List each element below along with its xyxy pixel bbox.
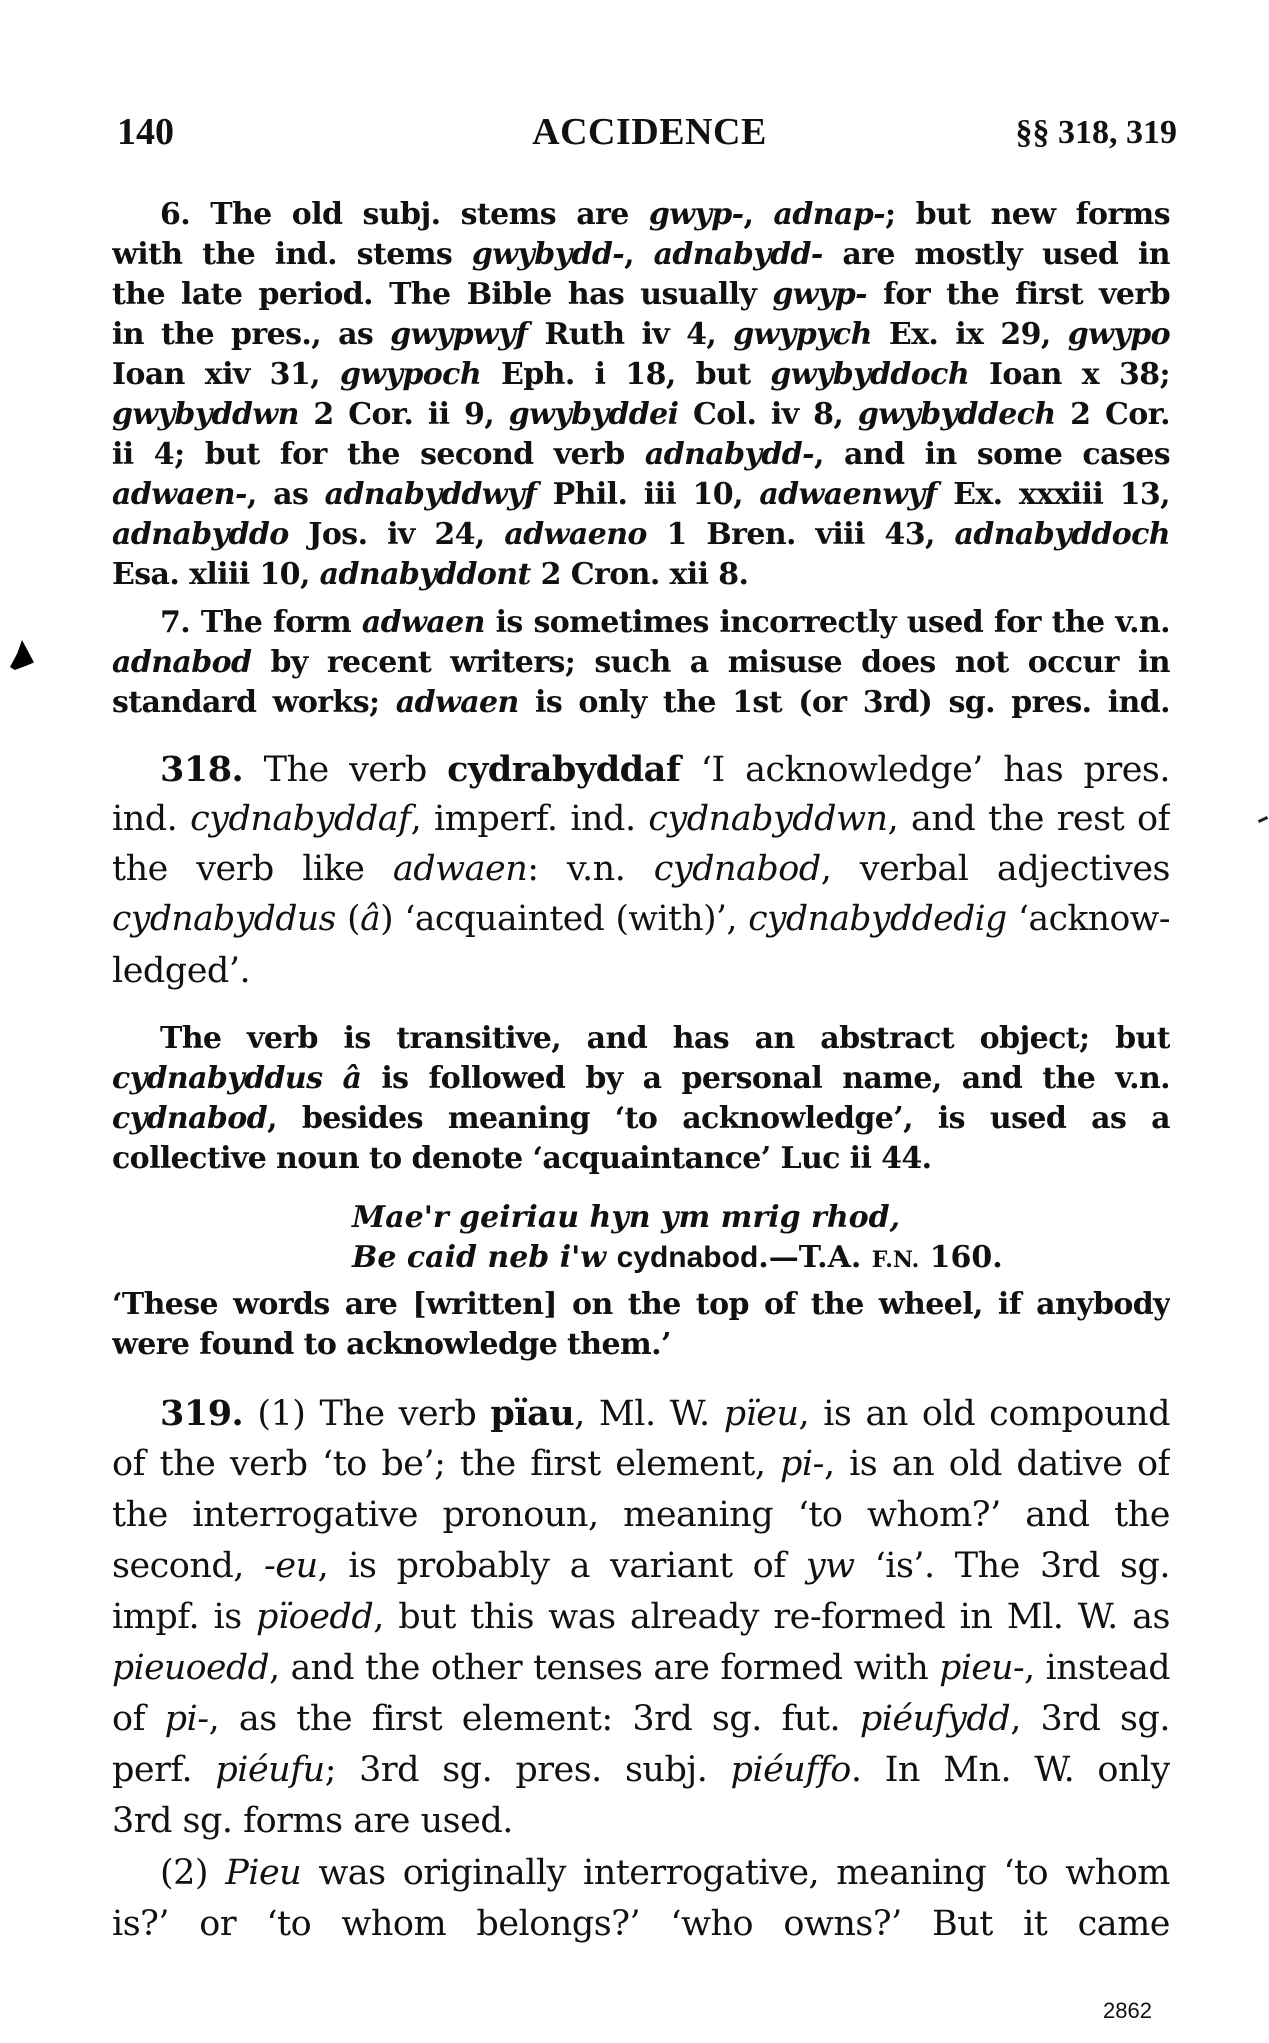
text-line: adwaen-, as adnabyddwyf Phil. iii 10, adwaenwyf Ex. xxxiii 13, bbox=[112, 480, 1170, 512]
text-line: the interrogative pronoun, meaning ‘to whom?’ and the bbox=[112, 1498, 1170, 1535]
text-line: standard works; adwaen is only the 1st (or 3rd) sg. pres. ind. bbox=[112, 688, 1170, 720]
page-number: 140 bbox=[117, 111, 174, 153]
text-line: ledged’. bbox=[112, 954, 251, 991]
poem-line: Mae'r geiriau hyn ym mrig rhod, bbox=[352, 1200, 901, 1235]
text-line: in the pres., as gwypwyf Ruth iv 4, gwypych Ex. ix 29, gwypo bbox=[112, 320, 1170, 352]
text-line: adnabod by recent writers; such a misuse does not occur in bbox=[112, 648, 1170, 680]
text-line: of pi-, as the first element: 3rd sg. fut. piéufydd, 3rd sg. bbox=[112, 1702, 1170, 1739]
text-line: is?’ or ‘to whom belongs?’ ‘who owns?’ But it came bbox=[112, 1907, 1170, 1944]
text-line: were found to acknowledge them.’ bbox=[112, 1330, 671, 1362]
margin-dash-mark bbox=[1258, 816, 1268, 823]
text-line: ind. cydnabyddaf, imperf. ind. cydnabyddwn, and the rest of bbox=[112, 802, 1170, 839]
text-line: 318. The verb cydrabyddaf ‘I acknowledge’ has pres. bbox=[160, 752, 1170, 794]
text-line: of the verb ‘to be’; the first element, pi-, is an old dative of bbox=[112, 1447, 1170, 1484]
section-number: 319. bbox=[160, 1396, 244, 1434]
text-line: cydnabyddus (â) ‘acquainted (with)’, cydnabyddedig ‘acknow- bbox=[112, 902, 1170, 939]
text-line: pieuoedd, and the other tenses are formed with pieu-, instead bbox=[112, 1651, 1170, 1688]
margin-ink-mark bbox=[10, 640, 34, 670]
text-line: gwybyddwn 2 Cor. ii 9, gwybyddei Col. iv 8, gwybyddech 2 Cor. bbox=[112, 400, 1170, 432]
text-line: adnabyddo Jos. iv 24, adwaeno 1 Bren. viii 43, adnabyddoch bbox=[112, 520, 1170, 552]
text-line: collective noun to denote ‘acquaintance’ Luc ii 44. bbox=[112, 1144, 932, 1176]
text-line: second, -eu, is probably a variant of yw ‘is’. The 3rd sg. bbox=[112, 1549, 1170, 1586]
text-line: the late period. The Bible has usually gwyp- for the first verb bbox=[112, 280, 1170, 312]
running-title: ACCIDENCE bbox=[532, 111, 767, 153]
text-line: 7. The form adwaen is sometimes incorrectly used for the v.n. bbox=[160, 608, 1170, 640]
text-line: the verb like adwaen: v.n. cydnabod, verbal adjectives bbox=[112, 852, 1170, 889]
text-line: 3rd sg. forms are used. bbox=[112, 1804, 513, 1841]
text-line: Ioan xiv 31, gwypoch Eph. i 18, but gwybyddoch Ioan x 38; bbox=[112, 360, 1170, 392]
headword: cydrabyddaf bbox=[447, 752, 681, 790]
text-line: Esa. xliii 10, adnabyddont 2 Cron. xii 8. bbox=[112, 560, 749, 592]
text-line: impf. is pïoedd, but this was already re-formed in Ml. W. as bbox=[112, 1600, 1170, 1637]
text-line: ii 4; but for the second verb adnabydd-, and in some cases bbox=[112, 440, 1170, 472]
text-line: ‘These words are [written] on the top of the wheel, if anybody bbox=[112, 1290, 1170, 1322]
text-line: 6. The old subj. stems are gwyp-, adnap-; but new forms bbox=[160, 200, 1170, 232]
text-line: The verb is transitive, and has an abstract object; but bbox=[160, 1024, 1170, 1056]
headword: pïau bbox=[490, 1396, 575, 1434]
text-line: with the ind. stems gwybydd-, adnabydd- are mostly used in bbox=[112, 240, 1170, 272]
text-line: cydnabyddus â is followed by a personal name, and the v.n. bbox=[112, 1064, 1170, 1096]
poem-line: Be caid neb i'w cydnabod.—T.A. F.N. 160. bbox=[352, 1240, 1003, 1275]
text-line: cydnabod, besides meaning ‘to acknowledge’, is used as a bbox=[112, 1104, 1170, 1136]
section-number: 318. bbox=[160, 752, 244, 790]
text-line: 319. (1) The verb pïau, Ml. W. pïeu, is an old compound bbox=[160, 1396, 1170, 1438]
scan-number: 2862 bbox=[1103, 1998, 1152, 2023]
section-range: §§ 318, 319 bbox=[1015, 114, 1177, 151]
text-line: perf. piéufu; 3rd sg. pres. subj. piéuffo. In Mn. W. only bbox=[112, 1753, 1170, 1790]
text-line: (2) Pieu was originally interrogative, meaning ‘to whom bbox=[160, 1856, 1170, 1893]
